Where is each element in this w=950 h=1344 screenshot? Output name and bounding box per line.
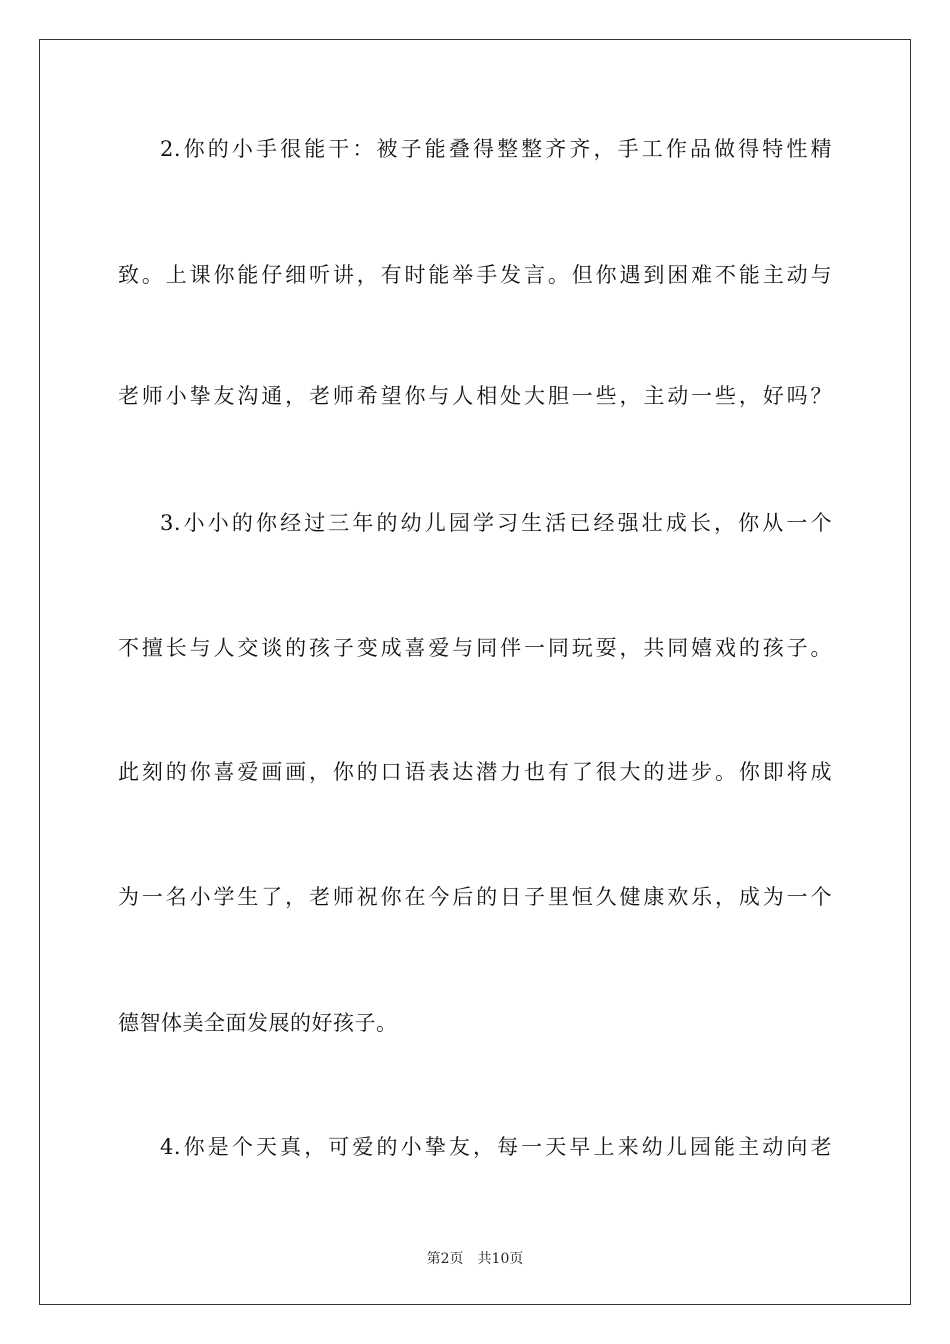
paragraph-3-line-5: 德智体美全面发展的好孩子。 [118,1011,398,1035]
paragraph-4-line-1: 4.你是个天真，可爱的小挚友，每一天早上来幼儿园能主动向老 [160,1135,832,1159]
page-footer [0,1250,950,1268]
paragraph-3-line-3: 此刻的你喜爱画画，你的口语表达潜力也有了很大的进步。你即将成 [118,760,832,784]
paragraph-3-line-1: 3.小小的你经过三年的幼儿园学习生活已经强壮成长，你从一个 [160,511,832,535]
page-total: 共10页 [477,1251,524,1267]
paragraph-2-line-3: 老师小挚友沟通，老师希望你与人相处大胆一些，主动一些，好吗？ [118,384,832,408]
page-border [39,39,911,1305]
paragraph-2-line-2: 致。上课你能仔细听讲，有时能举手发言。但你遇到困难不能主动与 [118,263,832,287]
paragraph-3-line-2: 不擅长与人交谈的孩子变成喜爱与同伴一同玩耍，共同嬉戏的孩子。 [118,636,832,660]
paragraph-2-line-1: 2.你的小手很能干：被子能叠得整整齐齐，手工作品做得特性精 [160,137,832,161]
page-number: 第2页 [426,1251,464,1267]
paragraph-3-line-4: 为一名小学生了，老师祝你在今后的日子里恒久健康欢乐，成为一个 [118,885,832,909]
